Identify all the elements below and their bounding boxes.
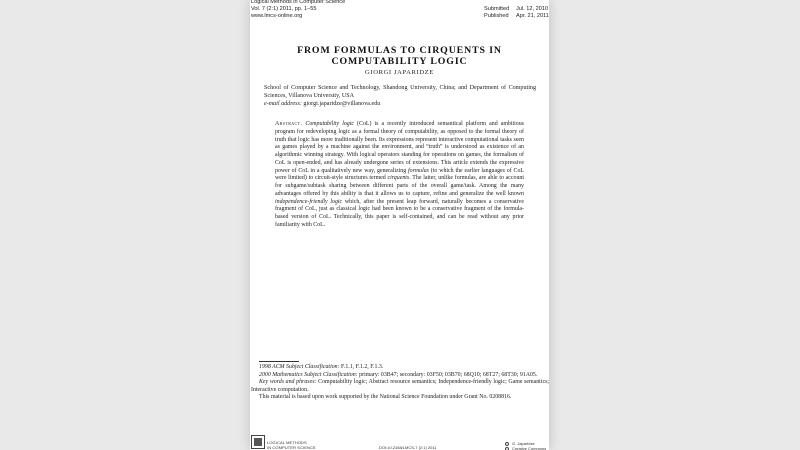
abstract-segment: . The latter, unlike formulas, are able to account for subgame/subtask sharing between different parts of the overall game/task. Among the many advantages offered by this ability is that it allows us to capture, refine and generalize the well known <box>275 175 524 197</box>
paper-title: FROM FORMULAS TO CIRQUENTS IN COMPUTABILITY LOGIC <box>297 45 502 67</box>
abstract-segment: which, after the present leap forward, naturally becomes a conservative fragment of CoL, just as classical logic had been known to be a conservative fragment of the formula-based version of CoL. Technically, this paper is self-contained, and can be read without any prior familiarity with CoL. <box>275 198 524 228</box>
doi[interactable]: DOI:10.2168/LMCS-7 (2:1) 2011 <box>379 445 437 450</box>
logo-line2: IN COMPUTER SCIENCE <box>267 444 316 450</box>
abstract-segment: (to which the earlier languages of CoL were limited) to circuit-style structures termed <box>275 167 525 182</box>
msc-value: primary: 03B47; secondary: 03F50; 03B70; 68Q10; 68T27; 68T30; 91A05. <box>359 371 538 378</box>
affiliation <box>264 84 536 108</box>
creative-commons-icon <box>505 447 509 450</box>
published-label: Published <box>484 13 509 19</box>
abstract-segment: cirquents <box>387 175 410 182</box>
acm-classification <box>251 364 549 372</box>
footnotes <box>251 364 549 402</box>
abstract-body <box>275 121 524 228</box>
page-footer <box>250 435 549 450</box>
copyright-holder: G. Japaridze <box>512 441 535 446</box>
submission-dates <box>484 6 549 20</box>
abstract-segment: formulas <box>408 167 429 174</box>
copyright-icon <box>505 442 509 446</box>
affiliation-text: School of Computer Science and Technology, Shandong University, China; and Department of Computing Sciences, Villanova University, USA <box>264 85 536 99</box>
keywords-value: Computability logic; Abstract resource semantics; Independence-friendly logic; Game semantics; Interactive computation. <box>251 379 549 393</box>
abstract-heading: Abstract. <box>275 121 303 127</box>
license-block <box>505 441 546 450</box>
abstract-segment: (CoL) is a recently introduced semantical platform and ambitious program for redeveloping logic as a formal theory of computability, as opposed to the formal theory of truth that logic has more traditionally been. Its expressions represent interactive computational tasks seen as games played by a machine against the environment, and “truth” is understood as existence of an algorithmic winning strategy. With logical operators standing for operations on games, the formalism of CoL is open-ended, and has already undergone series of extensions. This article extends the expressive power of CoL in a qualitatively new way, generalizing <box>275 121 524 174</box>
lmcs-logo-text <box>267 441 316 450</box>
paper-author: GIORGI JAPARIDZE <box>365 69 434 76</box>
journal-name: Logical Methods in Computer Science <box>251 0 346 5</box>
journal-header <box>251 0 345 20</box>
journal-volume: Vol. 7 (2:1) 2011, pp. 1–55 <box>251 6 317 12</box>
published-date: Apr. 21, 2011 <box>516 13 549 19</box>
logo-line1: LOGICAL METHODS <box>267 440 307 445</box>
keywords <box>251 379 549 394</box>
email-address[interactable]: giorgi.japaridze@villanova.edu <box>303 101 381 107</box>
email-label: e-mail address: <box>264 101 302 107</box>
footnote-rule <box>259 361 299 362</box>
lmcs-logo-icon <box>251 435 265 449</box>
license-name[interactable]: Creative Commons <box>512 446 547 450</box>
abstract-segment: independence-friendly logic <box>275 198 343 205</box>
msc-label: 2000 Mathematics Subject Classification: <box>259 371 358 378</box>
paper-page <box>250 0 549 450</box>
funding-note: This material is based upon work supported by the National Science Foundation under Grant No. 0208816. <box>259 394 512 401</box>
submitted-date: Jul. 12, 2010 <box>516 6 549 12</box>
submitted-label: Submitted <box>484 6 510 12</box>
keywords-label: Key words and phrases: <box>259 379 317 386</box>
acm-value: F.1.1, F.1.2, F.1.3. <box>341 364 384 370</box>
acm-label: 1998 ACM Subject Classification: <box>259 364 340 370</box>
abstract <box>275 121 524 230</box>
journal-website[interactable]: www.lmcs-online.org <box>251 13 303 19</box>
abstract-segment: Computability logic <box>305 121 354 127</box>
